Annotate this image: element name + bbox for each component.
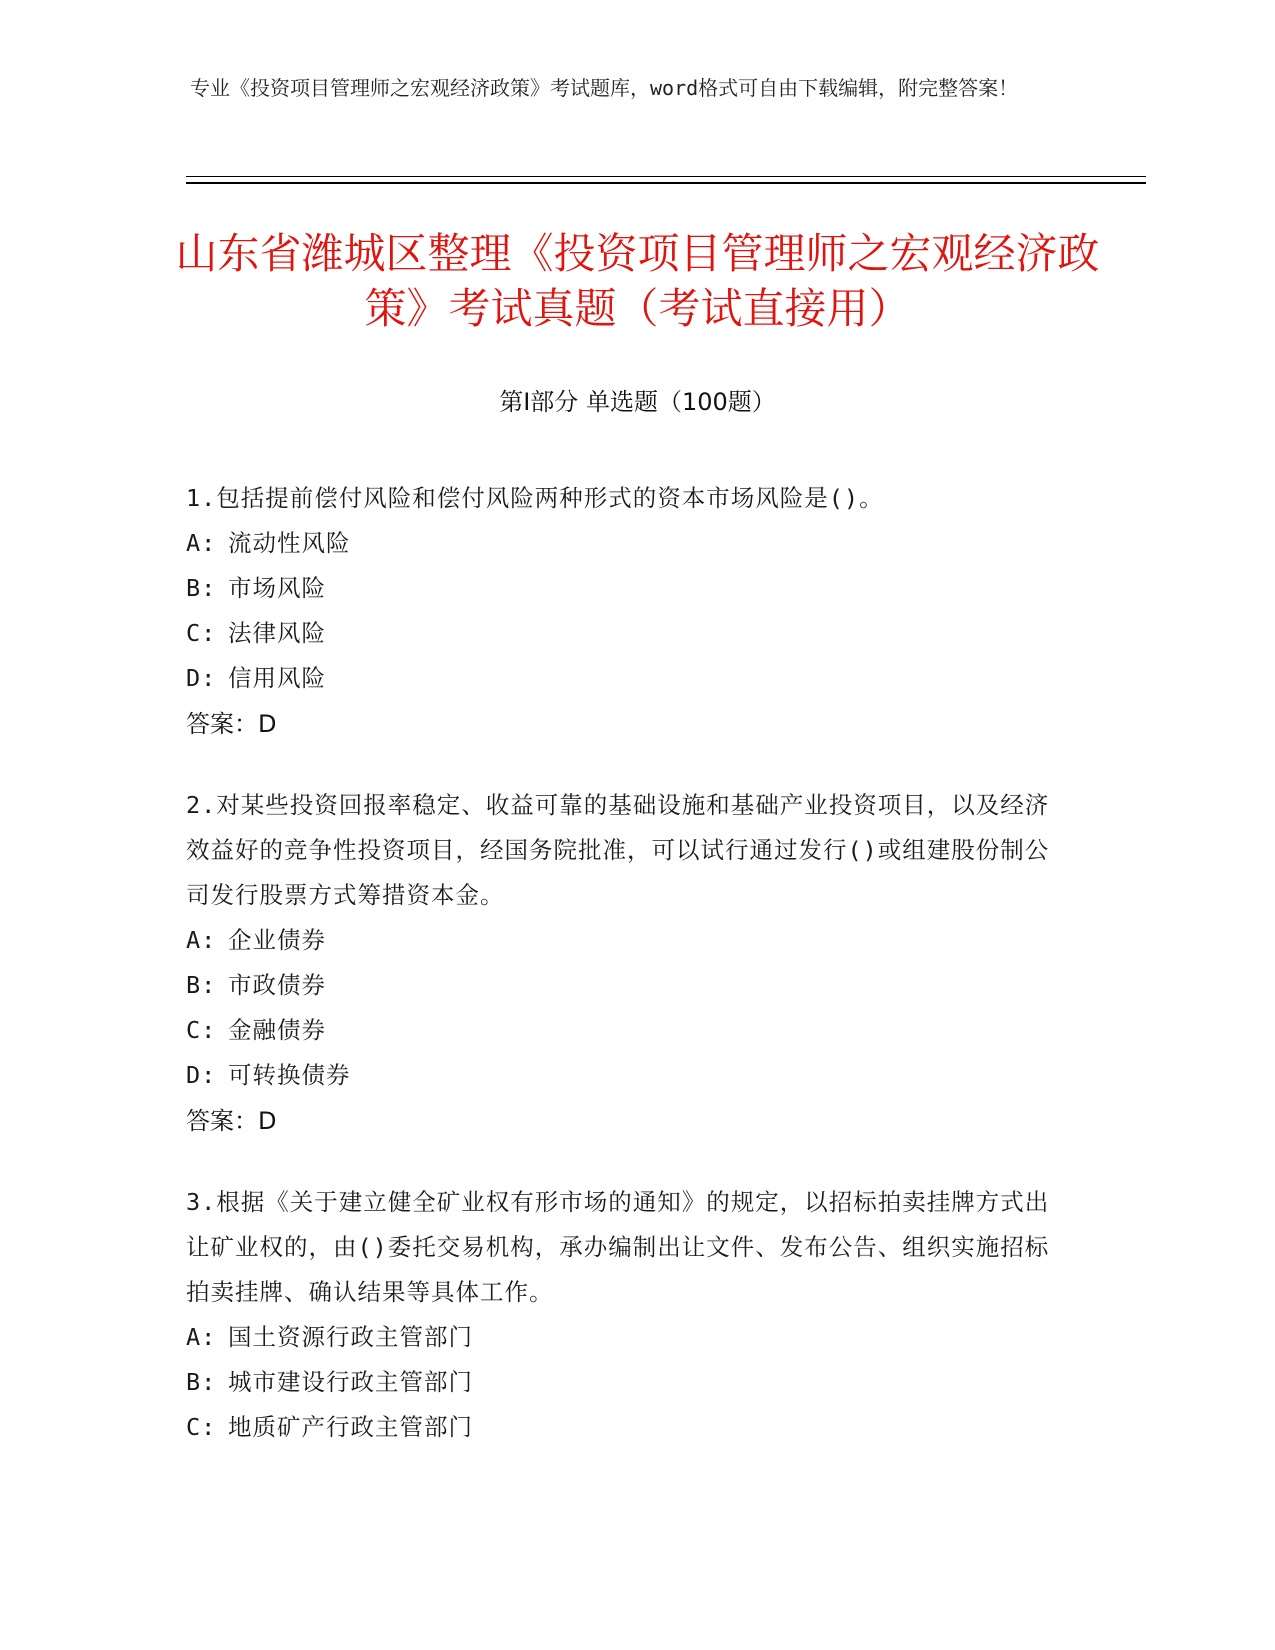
option-letter: B: xyxy=(186,574,217,602)
answer-label: 答案：D xyxy=(186,710,277,738)
option-text: 地质矿产行政主管部门 xyxy=(228,1413,473,1441)
option-letter: A: xyxy=(186,926,217,954)
option-c xyxy=(186,1405,1066,1450)
option-b xyxy=(186,963,1066,1008)
question-stem: 3.根据《关于建立健全矿业权有形市场的通知》的规定，以招标拍卖挂牌方式出让矿业权的，由()委托交易机构，承办编制出让文件、发布公告、组织实施招标拍卖挂牌、确认结果等具体工作。 xyxy=(186,1188,1050,1306)
document-title: 山东省潍城区整理《投资项目管理师之宏观经济政策》考试真题（考试直接用） xyxy=(175,229,1100,333)
option-a xyxy=(186,918,1066,963)
option-text: 信用风险 xyxy=(228,664,326,692)
option-b xyxy=(186,1360,1066,1405)
option-text: 城市建设行政主管部门 xyxy=(228,1368,473,1396)
option-text: 可转换债券 xyxy=(228,1061,351,1089)
header-divider-bottom xyxy=(186,182,1146,184)
header-divider-top xyxy=(186,176,1146,177)
option-c xyxy=(186,611,1066,656)
option-letter: A: xyxy=(186,529,217,557)
answer-label: 答案：D xyxy=(186,1107,277,1135)
option-d xyxy=(186,1053,1066,1098)
option-c xyxy=(186,1008,1066,1053)
question-stem: 1.包括提前偿付风险和偿付风险两种形式的资本市场风险是()。 xyxy=(186,484,884,512)
option-text: 市场风险 xyxy=(228,574,326,602)
option-text: 法律风险 xyxy=(228,619,326,647)
question-stem: 2.对某些投资回报率稳定、收益可靠的基础设施和基础产业投资项目，以及经济效益好的竞争性投资项目，经国务院批准，可以试行通过发行()或组建股份制公司发行股票方式筹措资本金。 xyxy=(186,791,1050,909)
option-letter: B: xyxy=(186,1368,217,1396)
question-3 xyxy=(186,1180,1066,1450)
option-letter: A: xyxy=(186,1323,217,1351)
question-list xyxy=(186,476,1066,1486)
option-text: 市政债券 xyxy=(228,971,326,999)
option-letter: C: xyxy=(186,1016,217,1044)
section-heading: 第I部分 单选题（100题） xyxy=(499,388,776,416)
option-text: 金融债券 xyxy=(228,1016,326,1044)
question-2 xyxy=(186,783,1066,1144)
option-letter: B: xyxy=(186,971,217,999)
option-a xyxy=(186,1315,1066,1360)
option-letter: D: xyxy=(186,664,217,692)
option-text: 国土资源行政主管部门 xyxy=(228,1323,473,1351)
option-letter: C: xyxy=(186,619,217,647)
option-text: 流动性风险 xyxy=(228,529,351,557)
option-letter: D: xyxy=(186,1061,217,1089)
header-note: 专业《投资项目管理师之宏观经济政策》考试题库，word格式可自由下载编辑，附完整答案！ xyxy=(190,76,1019,100)
question-1 xyxy=(186,476,1066,747)
option-b xyxy=(186,566,1066,611)
option-text: 企业债券 xyxy=(228,926,326,954)
option-a xyxy=(186,521,1066,566)
option-letter: C: xyxy=(186,1413,217,1441)
option-d xyxy=(186,656,1066,701)
